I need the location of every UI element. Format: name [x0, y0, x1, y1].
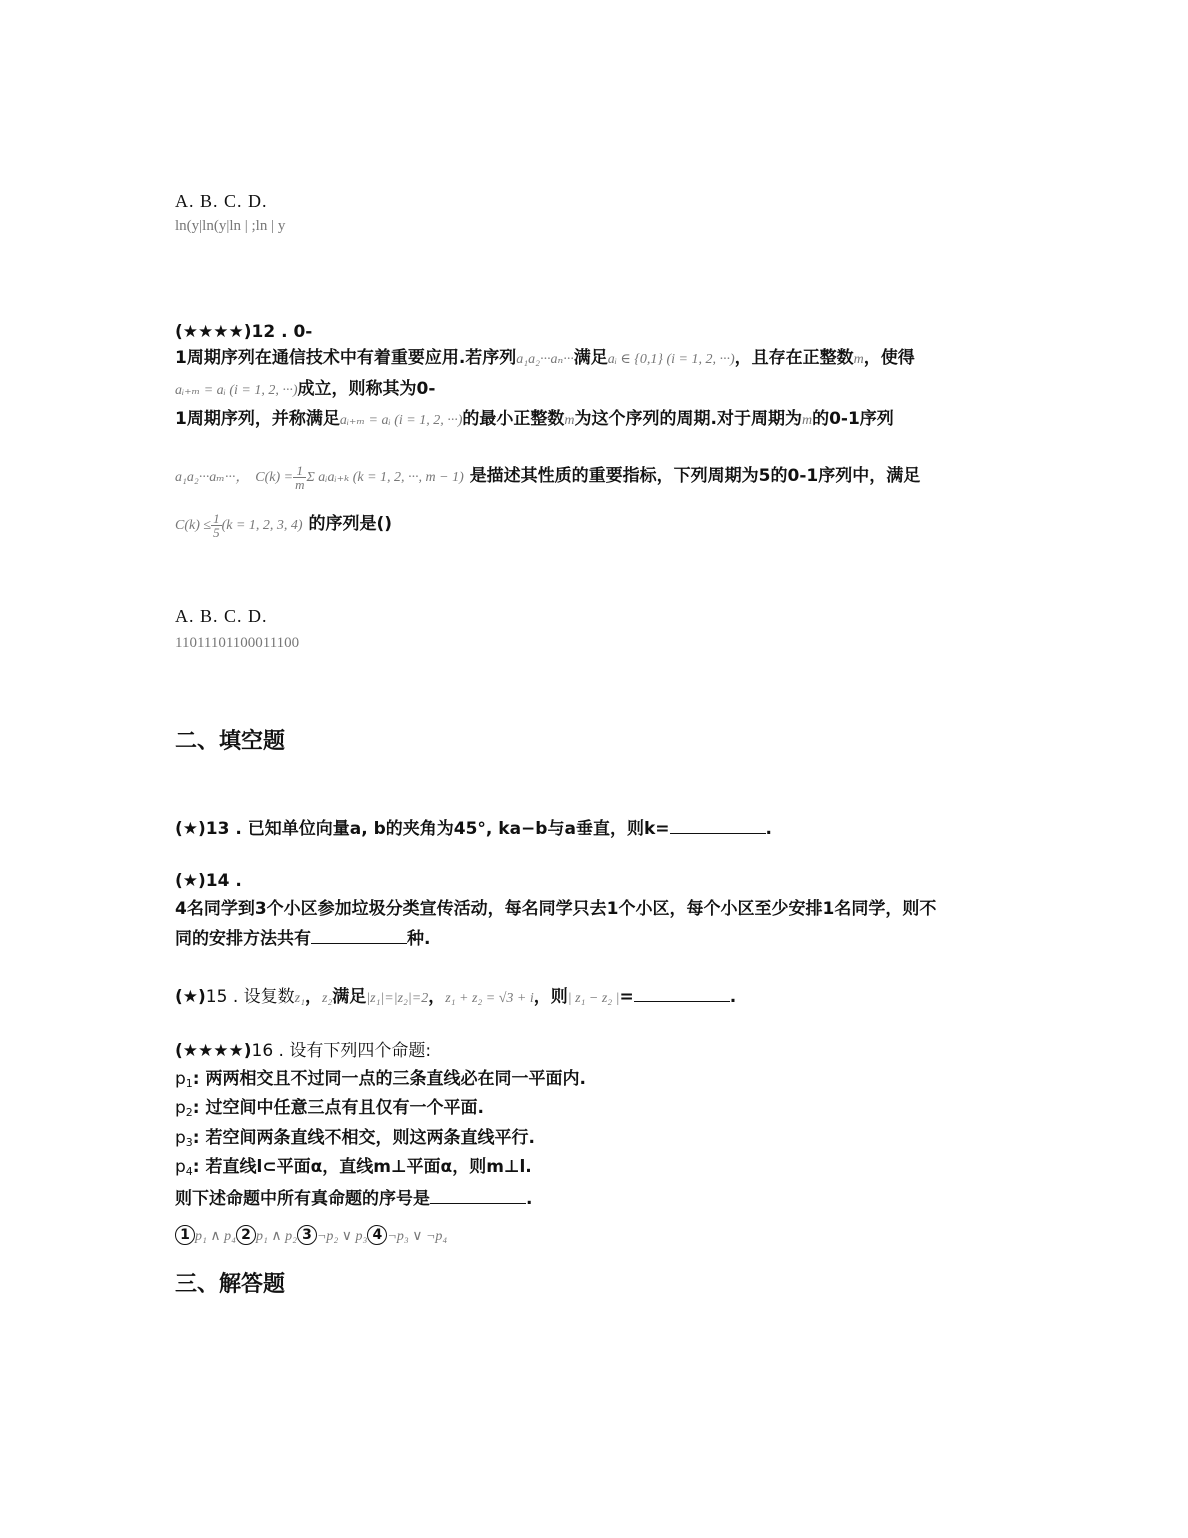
q15-text: ，: [304, 987, 322, 1007]
q12-ck-sum: Σ aᵢaᵢ₊ₖ (k = 1, 2, ···, m − 1): [306, 470, 464, 485]
q16-choices: [175, 1220, 1015, 1252]
q12-math-cond2: [175, 511, 303, 541]
q12-text: 满足: [573, 348, 608, 368]
circled-number-icon: 4: [367, 1225, 387, 1245]
q15-stars: (★): [175, 987, 206, 1007]
q12-cond2-rhs: (k = 1, 2, 3, 4): [221, 518, 303, 533]
q13-text: 13 . 已知单位向量a, b的夹角为45°, ka−b与a垂直，则k=: [205, 819, 670, 839]
section-title: 二、填空题: [175, 729, 286, 754]
q12-math-ck: [255, 463, 464, 493]
answer-blank[interactable]: [311, 925, 407, 944]
circled-number-icon: 2: [236, 1225, 256, 1245]
q16-p-text: : 过空间中任意三点有且仅有一个平面.: [192, 1098, 484, 1118]
q16-stars: (★★★★): [175, 1041, 252, 1061]
q16-p-label: p: [175, 1157, 186, 1177]
q12-text: 的最小正整数: [462, 409, 565, 429]
q15-math-diff: | z₁ − z₂ |: [567, 991, 620, 1006]
q15-text: ，则: [533, 987, 568, 1007]
q14-text: 同的安排方法共有: [175, 929, 311, 949]
q16-choice-math: p₁ ∧ p₂: [255, 1229, 297, 1244]
answer-blank[interactable]: [634, 983, 730, 1002]
q16-p-label: p: [175, 1128, 186, 1148]
q16-p-label: p: [175, 1098, 186, 1118]
q12-text: 是描述其性质的重要指标，下列周期为5的0-1序列中，满足: [469, 466, 921, 486]
q12-options: A. B. C. D.: [175, 606, 268, 626]
q12-math-m: m: [564, 413, 575, 428]
q12-math-period: aᵢ₊ₘ = aᵢ (i = 1, 2, ···): [175, 383, 298, 398]
q12-cond2-lhs: C(k) ≤: [175, 518, 212, 533]
q16-p-sub: 4: [185, 1165, 193, 1178]
q16-end: .: [526, 1189, 533, 1209]
q16-header: [175, 1036, 1015, 1066]
q12-ck-frac: [293, 464, 306, 491]
q12-math-period: aᵢ₊ₘ = aᵢ (i = 1, 2, ···): [339, 413, 463, 428]
q13: [175, 814, 1015, 844]
q16-p-text: : 若空间两条直线不相交，则这两条直线平行.: [192, 1128, 535, 1148]
q11-choices-math: ln(y|ln(y|ln | ;ln | y: [175, 218, 286, 234]
answer-blank[interactable]: [430, 1185, 526, 1204]
q12-text: 成立，则称其为0-: [297, 379, 436, 399]
q12-math-seq: a₁a₂···aₙ···: [516, 352, 574, 367]
circled-number-icon: 3: [297, 1225, 317, 1245]
q16-p-text: : 两两相交且不过同一点的三条直线必在同一平面内.: [192, 1069, 586, 1089]
q14-stars: (★): [175, 871, 206, 891]
q15-end: .: [729, 987, 737, 1007]
circled-number-icon: 1: [175, 1225, 195, 1245]
q16-p-sub: 3: [185, 1136, 193, 1149]
q12-text: 1周期序列在通信技术中有着重要应用.若序列: [175, 348, 517, 368]
q12-math-cond: aᵢ ∈ {0,1} (i = 1, 2, ···): [607, 352, 735, 367]
q16-p-label: p: [175, 1069, 186, 1089]
q12-text: ，使得: [863, 348, 915, 368]
q13-end: .: [765, 819, 772, 839]
q12-stars: (★★★★): [175, 322, 252, 342]
q12-math-seq: a₁a₂···aₘ···，: [175, 470, 250, 485]
q11-options: A. B. C. D.: [175, 191, 268, 211]
q12-cond2-frac: [211, 512, 222, 539]
q12-line4: [175, 449, 1015, 505]
q16-number: 16 . 设有下列四个命题:: [251, 1041, 432, 1061]
q16-choice-math: ¬p₃ ∨ ¬p₄: [387, 1229, 448, 1244]
q12-text: 1周期序列，并称满足: [175, 409, 340, 429]
section-title: 三、解答题: [175, 1272, 286, 1297]
q16-ask-text: 则下述命题中所有真命题的序号是: [175, 1189, 430, 1209]
q16-p4: [175, 1152, 1015, 1187]
q16-choice-math: ¬p₂ ∨ p₃: [316, 1229, 368, 1244]
q16-p-text: : 若直线l⊂平面α，直线m⊥平面α，则m⊥l.: [192, 1157, 532, 1177]
q12-line3: [175, 404, 1015, 436]
q14-line2: [175, 924, 1015, 954]
q12-cond2-den: 5: [213, 525, 220, 541]
q15-math-z1: z₁: [294, 991, 305, 1006]
q14-header: [175, 866, 1015, 896]
q12-ck-lhs: C(k) =: [255, 470, 294, 485]
q15-math-z2: z₂: [321, 991, 333, 1006]
q12-ck-num: 1: [293, 464, 306, 478]
q12-choices-math: 11011101100011100: [175, 635, 300, 651]
q14-end: 种.: [407, 929, 431, 949]
q12-text: 为这个序列的周期.对于周期为: [574, 409, 802, 429]
q12-text: 的0-1序列: [812, 409, 894, 429]
q16-p-sub: 2: [185, 1106, 193, 1119]
q12-number: 12 . 0-: [251, 322, 313, 342]
q15-text: 15 . 设复数: [205, 987, 295, 1007]
q12-ck-den: m: [295, 477, 305, 493]
q14-number: 14 .: [205, 871, 242, 891]
q12-text: 的序列是(): [308, 514, 393, 534]
q12-line2: [175, 374, 1015, 406]
q14-line1: 4名同学到3个小区参加垃圾分类宣传活动，每名同学只去1个小区，每个小区至少安排1名同学，则不: [175, 899, 937, 919]
q13-stars: (★): [175, 819, 206, 839]
q12-math-m: m: [801, 413, 813, 428]
q15-text: =: [619, 987, 634, 1007]
q12-text: ，且存在正整数: [734, 348, 854, 368]
q16-ask: [175, 1184, 1015, 1214]
q15-math-modulus: |z₁|=|z₂|=2: [366, 991, 429, 1006]
q12-math-m: m: [853, 352, 864, 367]
q15-math-sum: z₁ + z₂ = √3 + i: [445, 991, 534, 1006]
q12-cond2-num: 1: [213, 511, 220, 527]
q12-line5: [175, 500, 1015, 550]
q15: [175, 982, 1015, 1014]
q12-line1: [175, 343, 1015, 375]
q16-p-sub: 1: [185, 1077, 193, 1090]
q16-choice-math: p₁ ∧ p₄: [195, 1229, 236, 1244]
q15-text: ，: [428, 987, 446, 1007]
answer-blank[interactable]: [670, 815, 766, 834]
q15-text: 满足: [332, 987, 367, 1007]
